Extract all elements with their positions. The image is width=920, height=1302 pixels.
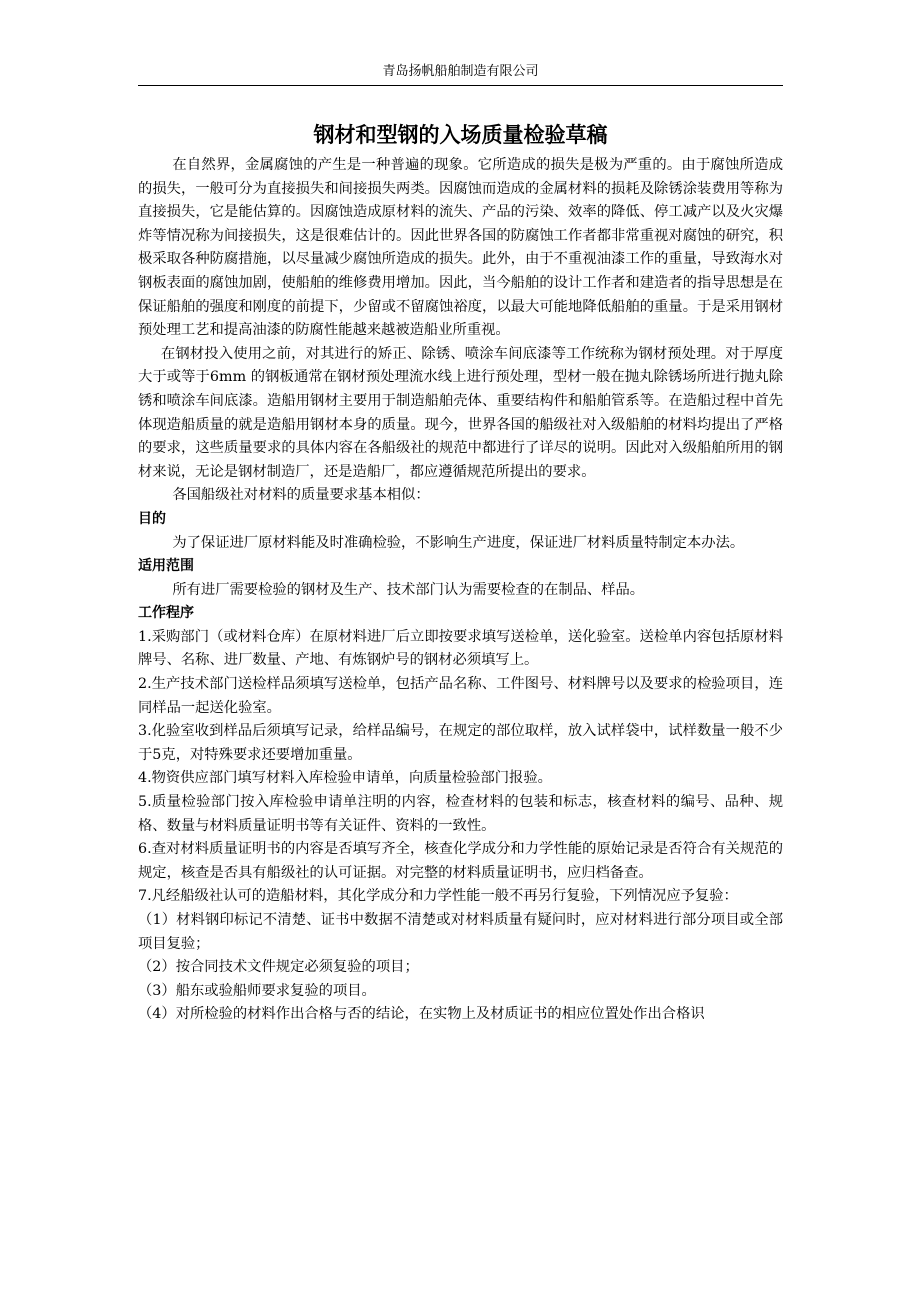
intro-paragraph-3: 各国船级社对材料的质量要求基本相似： [172, 487, 430, 504]
page-header: 青岛扬帆船舶制造有限公司 [138, 62, 783, 86]
procedure-sub-step-3: （3）船东或验船师要求复验的项目。 [138, 982, 376, 999]
scope-text: 所有进厂需要检验的钢材及生产、技术部门认为需要检查的在制品、样品。 [172, 581, 645, 598]
procedure-step-5: 5.质量检验部门按入库检验申请单注明的内容，检查材料的包装和标志，核查材料的编号、品种、规格、数量与材料质量证明书等有关证件、资料的一致性。 [138, 794, 783, 834]
procedure-sub-step-1: （1）材料钢印标记不清楚、证书中数据不清楚或对材料质量有疑问时，应对材料进行部分项目或全部项目复验； [138, 912, 783, 952]
section-heading-purpose: 目的 [138, 510, 166, 527]
procedure-step-7: 7.凡经船级社认可的造船材料，其化学成分和力学性能一般不再另行复验，下列情况应予复验： [138, 888, 738, 905]
purpose-text: 为了保证进厂原材料能及时准确检验，不影响生产进度，保证进厂材料质量特制定本办法。 [172, 534, 745, 551]
procedure-step-2: 2.生产技术部门送检样品须填写送检单，包括产品名称、工件图号、材料牌号以及要求的检验项目，连同样品一起送化验室。 [138, 676, 783, 716]
section-heading-procedure: 工作程序 [138, 605, 194, 622]
section-heading-scope: 适用范围 [138, 558, 194, 575]
procedure-step-6: 6.查对材料质量证明书的内容是否填写齐全，核查化学成分和力学性能的原始记录是否符合有关规范的规定，核查是否具有船级社的认可证据。对完整的材料质量证明书，应归档备查。 [138, 841, 783, 881]
procedure-sub-step-2: （2）按合同技术文件规定必须复验的项目； [138, 959, 419, 976]
document-title: 钢材和型钢的入场质量检验草稿 [313, 123, 608, 147]
intro-paragraph-1: 在自然界，金属腐蚀的产生是一种普遍的现象。它所造成的损失是极为严重的。由于腐蚀所造成的损失，一般可分为直接损失和间接损失两类。因腐蚀而造成的金属材料的损耗及除锈涂装费用等称为直接损失，它是能估算的。因腐蚀造成原材料的流失、产品的污染、效率的降低、停工减产以及火灾爆炸等情况称为间接损失，这是很难估计的。因此世界各国的防腐蚀工作者都非常重视对腐蚀的研究，积极采取各种防腐措施，以尽量减少腐蚀所造成的损失。此外，由于不重视油漆工作的重量，导致海水对钢板表面的腐蚀加剧，使船舶的维修费用增加。因此，当今船舶的设计工作者和建造者的指导思想是在保证船舶的强度和刚度的前提下，少留或不留腐蚀裕度，以最大可能地降低船舶的重量。于是采用钢材预处理工艺和提高油漆的防腐性能越来越被造船业所重视。 [138, 157, 783, 339]
intro-paragraph-2: 在钢材投入使用之前，对其进行的矫正、除锈、喷涂车间底漆等工作统称为钢材预处理。对于厚度大于或等于6mm 的钢板通常在钢材预处理流水线上进行预处理，型材一般在抛丸除锈场所进行抛丸除锈和喷涂车间底漆。造船用钢材主要用于制造船舶壳体、重要结构件和船舶管系等。在造船过程中首先体现造船质量的就是造船用钢材本身的质量。现今，世界各国的船级社对入级船舶的材料均提出了严格的要求，这些质量要求的具体内容在各船级社的规范中都进行了详尽的说明。因此对入级船舶所用的钢材来说，无论是钢材制造厂，还是造船厂，都应遵循规范所提出的要求。 [138, 345, 783, 480]
procedure-step-3: 3.化验室收到样品后须填写记录，给样品编号，在规定的部位取样，放入试样袋中，试样数量一般不少于5克，对特殊要求还要增加重量。 [138, 723, 783, 763]
procedure-step-4: 4.物资供应部门填写材料入库检验申请单，向质量检验部门报验。 [138, 770, 552, 787]
procedure-step-1: 1.采购部门（或材料仓库）在原材料进厂后立即按要求填写送检单，送化验室。送检单内容包括原材料牌号、名称、进厂数量、产地、有炼钢炉号的钢材必须填写上。 [138, 628, 783, 669]
document-body [138, 154, 783, 1027]
procedure-sub-step-4: （4）对所检验的材料作出合格与否的结论，在实物上及材质证书的相应位置处作出合格识 [138, 1006, 705, 1023]
